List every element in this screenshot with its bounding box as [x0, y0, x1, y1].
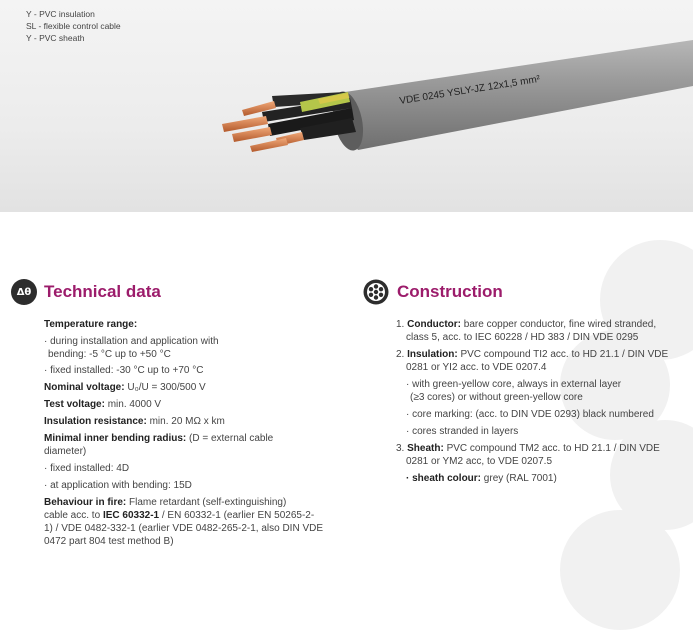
- test-voltage-value: min. 4000 V: [107, 399, 162, 410]
- fire-behaviour-line2b: / EN 60332-1 (earlier EN 50265-2-: [161, 510, 315, 521]
- insulation-resistance-label: Insulation resistance:: [44, 416, 147, 427]
- temperature-delta-icon: Δθ: [11, 279, 37, 305]
- fire-behaviour-line3: 1) / VDE 0482-332-1 (earlier VDE 0482-265-2-1, also DIN VDE: [44, 523, 324, 534]
- insulation-sub1: · with green-yellow core, always in external layer: [406, 379, 622, 390]
- insulation-sub2: · core marking: (acc. to DIN VDE 0293) black numbered: [406, 409, 654, 420]
- legend-line: Y - PVC insulation: [26, 9, 95, 19]
- cable-print: VDE 0245 YSLY-JZ 12x1,5 mm²: [398, 73, 541, 107]
- sheath-colour-value: grey (RAL 7001): [483, 473, 557, 484]
- decorative-circle: [560, 510, 680, 630]
- insulation-sub3: · cores stranded in layers: [406, 426, 519, 437]
- sheath-line2: 0281 or YM2 acc, to VDE 0207.5: [406, 456, 553, 467]
- temp-bend-line: · during installation and application with: [44, 336, 219, 347]
- sheath-label: Sheath:: [407, 443, 444, 454]
- technical-data-title: Technical data: [44, 282, 161, 301]
- test-voltage-label: Test voltage:: [44, 399, 105, 410]
- fire-iec-standard: IEC 60332-1: [102, 510, 160, 521]
- item-number: 3.: [396, 443, 405, 454]
- bending-radius-value: (D = external cable: [189, 433, 274, 444]
- nominal-voltage-value: U₀/U = 300/500 V: [127, 382, 206, 393]
- construction-title: Construction: [397, 282, 503, 301]
- bending-radius-value-cont: diameter): [44, 446, 87, 457]
- technical-data-body: [44, 318, 344, 552]
- temp-fixed: · fixed installed: -30 °C up to +70 °C: [44, 365, 204, 376]
- temp-bend-value: bending: -5 °C up to +50 °C: [48, 349, 171, 360]
- insulation-label: Insulation:: [407, 349, 458, 360]
- fire-behaviour-line2a: cable acc. to: [44, 510, 101, 521]
- sheath-colour-label: · sheath colour:: [406, 473, 482, 484]
- legend-line: Y - PVC sheath: [26, 33, 85, 43]
- fire-behaviour-label: Behaviour in fire:: [44, 497, 127, 508]
- bending-application: · at application with bending: 15D: [44, 480, 192, 491]
- construction-body: [396, 318, 693, 489]
- conductor-line2: class 5, acc. to IEC 60228 / HD 383 / DIN VDE 0295: [406, 332, 639, 343]
- fire-behaviour-line1: Flame retardant (self-extinguishing): [129, 497, 287, 508]
- temp-range-label: Temperature range:: [44, 319, 138, 330]
- conductor-line1: bare copper conductor, fine wired stranded,: [463, 319, 657, 330]
- fire-behaviour-line4: 0472 part 804 test method B): [44, 536, 174, 547]
- cable-cross-section-icon: [363, 279, 389, 305]
- sheath-line1: PVC compound TM2 acc. to HD 21.1 / DIN VDE: [446, 443, 660, 454]
- insulation-sub1-cont: (≥3 cores) or without green-yellow core: [410, 392, 583, 403]
- insulation-resistance-value: min. 20 MΩ x km: [149, 416, 225, 427]
- cable-photo: [0, 0, 693, 212]
- insulation-line1: PVC compound TI2 acc. to HD 21.1 / DIN VDE: [460, 349, 669, 360]
- bending-radius-label: Minimal inner bending radius:: [44, 433, 187, 444]
- insulation-line2: 0281 or YI2 acc. to VDE 0207.4: [406, 362, 547, 373]
- conductor-label: Conductor:: [407, 319, 462, 330]
- nominal-voltage-label: Nominal voltage:: [44, 382, 125, 393]
- abbreviation-legend: [26, 8, 121, 44]
- legend-line: SL - flexible control cable: [26, 21, 121, 31]
- bending-fixed: · fixed installed: 4D: [44, 463, 130, 474]
- item-number: 1.: [396, 319, 405, 330]
- item-number: 2.: [396, 349, 405, 360]
